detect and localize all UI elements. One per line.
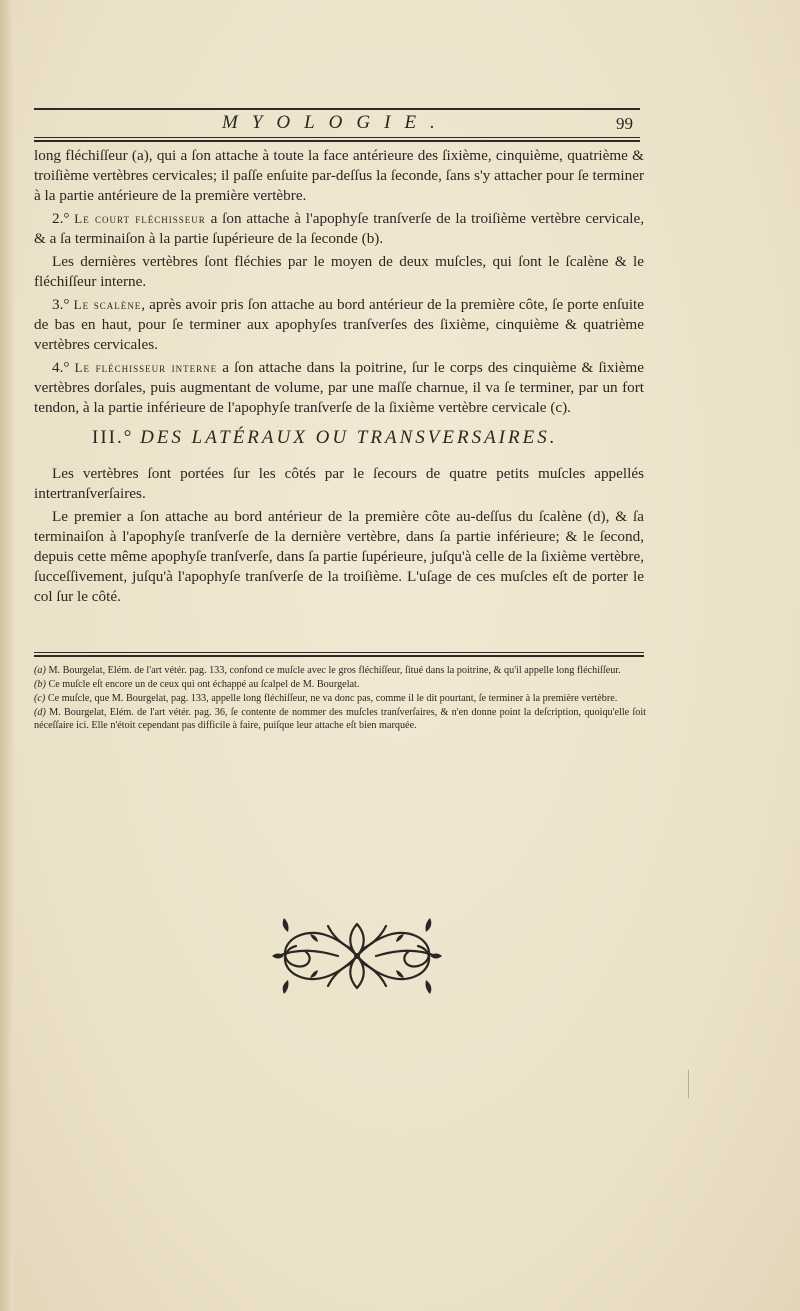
header-bottom-rule (34, 137, 640, 138)
footnotes (34, 664, 646, 733)
footnote-mark: (a) (34, 665, 46, 676)
footnote-mark: (b) (34, 679, 46, 690)
page-number: 99 (616, 114, 633, 133)
item-lead: Le fléchisseur interne (74, 360, 218, 375)
paragraph-flechisseur-interne (34, 358, 644, 418)
footnote-mark: (c) (34, 693, 46, 704)
footnote (34, 678, 646, 691)
paragraph-premier-second: Le premier a ſon attache au bord antérieur de la première côte au-deſſus du ſcalène (d), & ſa terminaiſon à l'apophyſe tranſverſe de la dernière vertèbre, dans ſa partie inférieure; & le ſecond, depuis cette même apophyſe tranſverſe, dans ſa partie ſupérieure, juſqu'à celle de la ſixième vertèbre, ſucceſſivement, juſqu'à l'apophyſe tranſverſe de la troiſième. L'uſage de ces muſcles eſt de porter le col ſur le côté. (34, 508, 644, 605)
section-number: III.° (92, 427, 134, 448)
paragraph-scalene (34, 295, 644, 355)
item-number: 4.° (52, 359, 70, 376)
footnote-text: M. Bourgelat, Elém. de l'art vétér. pag. 133, confond ce muſcle avec le gros fléchiſſeur, ſitué dans la poitrine, & qu'il appelle long fléchiſſeur. (48, 665, 621, 676)
page-gutter (0, 0, 14, 1311)
item-text: , après avoir pris ſon attache au bord antérieur de la première côte, ſe porte enſuite de bas en haut, pour ſe terminer aux apophyſes tranſverſes des ſixième, cinquième & quatrième vertèbres cervicales. (34, 296, 644, 353)
paragraph-intertransversaires: Les vertèbres ſont portées ſur les côtés par le ſecours de quatre petits muſcles appellés intertranſverſaires. (34, 465, 644, 502)
margin-mark (688, 1070, 689, 1098)
paragraph-court-flechisseur (34, 209, 644, 249)
footnote-rule-thick (34, 655, 644, 657)
header-bottom-rule-thick (34, 140, 640, 142)
footnote (34, 664, 646, 677)
item-number: 2.° (52, 210, 70, 227)
item-lead: Le scalène (73, 297, 142, 312)
footnote-text: M. Bourgelat, Elém. de l'art vétér. pag. 36, ſe contente de nommer des muſcles tranſverſaires, & n'en donne point la deſcription, quoiqu'elle ſoit néceſſaire ici. Elle n'étoit cependant pas difficile à faire, puiſque leur attache eſt bien marquée. (34, 707, 647, 731)
item-lead: Le court fléchisseur (74, 211, 206, 226)
main-text (34, 146, 644, 610)
footnote-rule (34, 652, 644, 653)
paragraph-dernieres-vertebres: Les dernières vertèbres ſont fléchies par le moyen de deux muſcles, qui ſont le ſcalène & le fléchiſſeur interne. (34, 253, 644, 290)
section-title: DES LATÉRAUX OU TRANSVERSAIRES. (140, 427, 558, 448)
footnote-mark: (d) (34, 707, 46, 718)
running-title: MYOLOGIE. (222, 112, 449, 133)
footnote (34, 692, 646, 705)
item-number: 3.° (52, 296, 70, 313)
paragraph-long-flechisseur: long fléchiſſeur (a), qui a ſon attache à toute la face antérieure des ſixième, cinquième, quatrième & troiſième vertèbres cervicales; il paſſe enſuite par-deſſus la ſeconde, ſans s'y attacher pour ſe terminer à la partie antérieure de la première vertèbre. (34, 147, 644, 204)
footnote-text: Ce muſcle, que M. Bourgelat, pag. 133, appelle long fléchiſſeur, ne va donc pas, comme il le dit pourtant, ſe terminer à la première vertèbre. (47, 693, 618, 704)
item-text: a ſon attache dans la poitrine, ſur le corps des cinquième & ſixième vertèbres dorſales, puis augmentant de volume, par une maſſe charnue, il va ſe terminer, par un fort tendon, à la partie inférieure de l'apophyſe tranſverſe de la ſixième vertèbre cervicale (c). (34, 359, 644, 416)
section-heading (34, 428, 644, 448)
footnote-text: Ce muſcle eſt encore un de ceux qui ont échappé au ſcalpel de M. Bourgelat. (48, 679, 360, 690)
tailpiece-ornament (268, 906, 446, 1006)
footnote (34, 706, 646, 732)
header-top-rule (34, 108, 640, 110)
item-text: a ſon attache à l'apophyſe tranſverſe de la troiſième vertèbre cervicale, & a ſa terminaiſon à la partie ſupérieure de la ſeconde (b). (34, 210, 644, 247)
